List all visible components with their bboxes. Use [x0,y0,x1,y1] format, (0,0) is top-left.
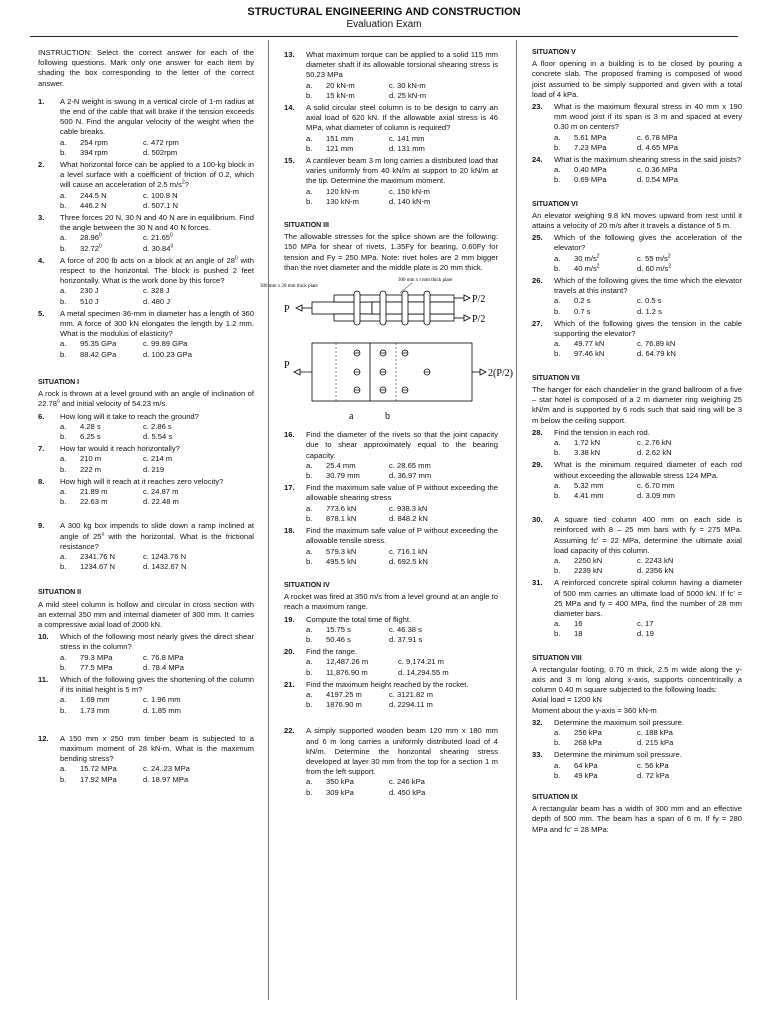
option-b[interactable]: 50.46 s [326,634,351,644]
option-d[interactable]: d. 3.09 mm [637,490,675,500]
option-d[interactable]: d. 72 kPa [637,770,670,780]
option-d[interactable]: d. 507.1 N [143,200,179,210]
plate-label-right: 300 mm x t mm thick plate [398,278,453,284]
question-30: 30. A square tied column 400 mm on each side is reinforced with 8 – 25 mm bars with fy = 275 MPa. Assuming fc' = 22 MPa, determine the ultimate axial load capacity of this column. a. 2250 kN c. 2243 kN b. 2239 kN d. 2356 kN [532,515,742,576]
situation-5: SITUATION V A floor opening in a building is to be closed by pouring a concrete slab. The proposed framing is composed of wood joist assumed to be simply supported and given with a total load of 4 kPa. [532,49,742,99]
option-d[interactable]: d. 37.91 s [389,634,423,644]
question-26: 26. Which of the following gives the time which the elevator travels at this instant? a. 0.2 s c. 0.5 s b. 0.7 s d. 1.2 s [532,276,742,316]
question-stem: How far would it reach horizontally? [60,444,180,454]
option-a[interactable]: 64 kPa [574,760,598,770]
option-a[interactable]: 1.72 kN [574,437,601,447]
question-stem: Determine the maximum soil pressure. [554,717,684,727]
option-b[interactable]: 6.25 s [80,431,101,441]
question-6: 6. How long will it take to reach the ground? a. 4.28 s c. 2.86 s b. 6.25 s d. 5.54 s [38,412,254,443]
question-stem: Which of the following gives the tension in the cable supporting the elevator? [554,318,742,339]
option-d[interactable]: d. 1.85 mm [143,705,181,715]
option-d[interactable]: d. 848.2 kN [389,513,428,523]
load-p-half-bottom: P/2 [472,314,486,326]
question-stem: Which of the following most nearly gives the direct shear stress in the column? [60,632,254,652]
question-32: 32. Determine the maximum soil pressure. a. 256 kPa c. 188 kPa b. 268 kPa d. 215 kPa [532,718,742,749]
option-a[interactable]: 350 kPa [326,777,354,787]
question-stem: A simply supported wooden beam 120 mm x 180 mm and 6 m long carries a uniformly distributed load of 4 kN/m. Determine the horizontal shearing stress developed at layer 30 mm from the top for a section 1 m from the left support. [306,726,498,777]
plate-label-left: 300 mm x 20 mm thick plate [260,284,318,290]
option-b[interactable]: 7.23 MPa [574,142,607,152]
option-d[interactable]: d. 480 J [143,296,171,306]
option-c[interactable]: c. 1.96 mm [143,695,181,705]
option-a[interactable]: 256 kPa [574,727,602,737]
question-stem: Determine the minimum soil pressure. [554,750,682,760]
option-a[interactable]: 49.77 kN [574,339,605,349]
option-c[interactable]: c. 2.86 s [143,421,172,431]
option-b[interactable]: 0.7 s [574,306,591,316]
option-c[interactable]: c. 938.3 kN [389,503,428,513]
option-c[interactable]: c. 150 kN-m [389,186,430,196]
question-stem: Find the maximum safe value of P without exceeding the allowable tensile stress. [306,526,498,546]
question-stem: Compute the total time of flight. [306,614,412,624]
option-c[interactable]: c. 28.65 mm [389,460,431,470]
option-d[interactable]: d. 0.54 MPa [637,175,678,185]
load-p-label: P [284,304,290,316]
question-3: 3. Three forces 20 N, 30 N and 40 N are in equilibrium. Find the angle between the 30 N and 40 N forces. a. 28.96$^0$ c. 21.65$^0$ b. 32.72$^0$ d. 30.84$^0$ [38,213,254,253]
option-a[interactable]: 15.72 MPa [80,764,117,774]
option-b[interactable]: 3.38 kN [574,448,601,458]
option-d[interactable]: d. 30.84$^0$ [143,243,174,253]
option-d[interactable]: d. 502rpm [143,147,178,157]
option-b[interactable]: 1234.67 N [80,562,116,572]
question-1: 1. A 2-N weight is swung in a vertical circle of 1-m radius at the end of the cable that will brake if the tension exceeds 500 N. Find the angular velocity of the weight when the cable breaks. a. 254 rpm c. 472 rpm b. 394 rpm d. 502rpm [38,96,254,157]
question-stem: Which of the following gives the acceleration of the elevator? [554,233,742,253]
situation-3: SITUATION III The allowable stresses for the splice shown are the following: 150 MPa for shear of rivets, 1.35Fy for bearing, 0.60Fy for tension and Fy = 250 MPa. Note: rivet holes are 2 mm bigger than the rivet diameter and the middle plate is 20 mm thick. [284,222,498,272]
exam-subtitle: Evaluation Exam [346,19,422,30]
option-c[interactable]: c. 55 $m/s^2$ [637,253,671,263]
situation-8: SITUATION VIII A rectangular footing, 0.70 m thick, 2.5 m wide along the y-axis and 3 m long along x-axis, supports concentrically a column 0.40 m square subjected to the following loads: Axial load = 1200 kN Moment about the y-axis = 360 kN-m [532,654,742,715]
option-c[interactable]: c. 6.70 mm [637,480,675,490]
question-4: 4. A force of 200 lb acts on a block at an angle of $28^0$ with respect to the horizontal. The block is pushed 2 feet horizontally. What is the work done by this force? a. 230 J c. 328 J b. 510 J d. 480 J [38,255,254,306]
situation-9: SITUATION IX A rectangular beam has a width of 300 mm and an effective depth of 500 mm. The beam has a span of 6 m. If fy = 280 MPa and fc' = 28 MPa: [532,794,742,834]
option-b[interactable]: 22.63 m [80,497,108,507]
section-a-label: a [349,411,354,423]
option-a[interactable]: 25.4 mm [326,460,356,470]
option-d[interactable]: d. 215 kPa [637,738,674,748]
option-d[interactable]: d. 1.2 s [637,306,662,316]
option-a[interactable]: 95.35 GPa [80,339,117,349]
option-c[interactable]: c. 2.76 kN [637,437,672,447]
option-a[interactable]: 1.69 mm [80,695,110,705]
exam-title: STRUCTURAL ENGINEERING AND CONSTRUCTION [247,6,521,18]
question-21: 21. Find the maximum height reached by the rocket. a. 4197.25 m c. 3121.82 m b. 1876.90 m d. 2294.11 m [284,680,498,711]
option-b[interactable]: 130 kN-m [326,196,359,206]
option-c[interactable]: c. 56 kPa [637,760,669,770]
question-31: 31. A reinforced concrete spiral column having a diameter of 500 mm carries an ultimate load of 5000 kN. If fc' = 25 MPa and fy = 400 MPa, find the number of 28 mm diameter bars. a. 16 c. 17 b. 18 d. 19 [532,578,742,639]
question-12: 12. A 150 mm x 250 mm timber beam is subjected to a maximum moment of 28 kN-m. What is the maximum bending stress? a. 15.72 MPa c. 24..23 MPa b. 17.92 MPa d. 18.97 MPa [38,733,254,784]
option-b[interactable]: 88.42 GPa [80,349,117,359]
section-b-label: b [385,411,390,423]
question-stem: What is the minimum required diameter of each rod without exceeding the allowable stress 124 MPa. [554,460,742,480]
question-28: 28. Find the tension in each rod. a. 1.72 kN c. 2.76 kN b. 3.38 kN d. 2.62 kN [532,428,742,459]
question-14: 14. A solid circular steel column is to be design to carry an axial load of 620 kN. If the allowable axial stress is 46 MPa, what diameter of column is required? a. 151 mm c. 141 mm b. 121 mm d. 131 mm [284,103,498,153]
option-a[interactable]: 0.2 s [574,296,591,306]
question-18: 18. Find the maximum safe value of P without exceeding the allowable tensile stress. a. 579.3 kN c. 716.1 kN b. 495.5 kN d. 692.5 kN [284,526,498,566]
option-b[interactable]: 878.1 kN [326,513,357,523]
column-divider [516,40,517,1000]
option-a[interactable]: 2341.76 N [80,551,116,561]
option-c[interactable]: c. 76.89 kN [637,339,676,349]
option-c[interactable]: c. 246 kPa [389,777,425,787]
option-a[interactable]: 4197.25 m [326,689,362,699]
option-a[interactable]: 230 J [80,286,99,296]
question-2: 2. What horizontal force can be applied to a 100-kg block in a level surface with a coefficient of friction of 0.2, which will cause an acceleration of 2.5 $m/s^2$? a. 244.5 N c. 100.8 N b. 446.2 N d. 507.1 N [38,160,254,210]
question-stem: A square tied column 400 mm on each side is reinforced with 8 – 25 mm bars with fy = 275 MPa. Assuming fc' = 22 MPa, determine the ultimate axial load capacity of this column. [554,515,742,555]
question-stem: A solid circular steel column is to be design to carry an axial load of 620 kN. If the allowable axial stress is 46 MPa, what diameter of column is required? [306,103,498,133]
question-13: 13. What maximum torque can be applied to a solid 115 mm diameter shaft if its allowable torsional shearing stress is 50.23 MPa a. 20 kN-m c. 30 kN-m b. 15 kN-m d. 25 kN-m [284,50,498,100]
situation-7: SITUATION VII The hanger for each chandelier in the grand ballroom of a five – star hotel is composed of a 2 m diameter ring weighing 25 kN/m and is supported by 6 rods such that said ring will be 3 m below the ceiling support. [532,374,742,425]
question-stem: A 2-N weight is swung in a vertical circle of 1-m radius at the end of the cable that will brake if the tension exceeds 500 N. Find the angular velocity of the weight when the cable breaks. [60,96,254,137]
option-c[interactable]: c. 46.38 s [389,624,422,634]
question-23: 23. What is the maximum flexural stress in 40 mm x 190 mm wood joist if its span is 3 m and spaced at every 0.30 m on centers? a. 5.61 MPa c. 6.78 MPa b. 7.23 MPa d. 4.65 MPa [532,102,742,152]
option-d[interactable]: d. 14,294.55 m [398,667,449,677]
question-8: 8. How high will it reach at it reaches zero velocity? a. 21.89 m c. 24.87 m b. 22.63 m d. 22.48 m [38,477,254,508]
option-d[interactable]: d. 219 [143,464,165,474]
column-divider [268,40,269,1000]
situation-4: SITUATION IV A rocket was fired at 350 m/s from a level ground at an angle to reach a maximum range. [284,581,498,612]
option-a[interactable]: 2250 kN [574,555,603,565]
option-a[interactable]: 151 mm [326,133,354,143]
question-5: 5. A metal specimen 36-mm in diameter has a length of 360 mm. A force of 300 kN elongates the length by 1.2 mm. What is the modulus of elasticity? a. 95.35 GPa c. 99.89 GPa b. 88.42 GPa d. 100.23 GPa [38,308,254,359]
option-c[interactable]: c. 716.1 kN [389,546,428,556]
option-b[interactable]: 446.2 N [80,200,107,210]
option-c[interactable]: c. 472 rpm [143,137,179,147]
question-15: 15. A cantilever beam 3 m long carries a distributed load that varies uniformly from 40 kN/m at support to 20 kN/m at the tip. Determine the maximum moment. a. 120 kN-m c. 150 kN-m b. 130 kN-m d. 140 kN-m [284,156,498,206]
option-d[interactable]: d. 64.79 kN [637,349,676,359]
question-16: 16. Find the diameter of the rivets so that the joint capacity due to shear approximately equal to the bearing capacity. a. 25.4 mm c. 28.65 mm b. 30.79 mm d. 36.97 mm [284,430,498,481]
option-c[interactable]: c. 24.87 m [143,486,179,496]
option-c[interactable]: c. 1243.76 N [143,551,187,561]
question-7: 7. How far would it reach horizontally? a. 210 m c. 214 m b. 222 m d. 219 [38,444,254,475]
option-d[interactable]: d. 2294.11 m [389,700,433,710]
option-a[interactable]: 21.89 m [80,486,108,496]
option-d[interactable]: d. 2356 kN [637,566,674,576]
question-19: 19. Compute the total time of flight. a. 15.75 s c. 46.38 s b. 50.46 s d. 37.91 s [284,615,498,646]
question-stem: Which of the following gives the shortening of the column if its initial height is 5 m? [60,674,254,695]
option-a[interactable]: 16 [574,619,583,629]
option-c[interactable]: c. 6.78 MPa [637,132,678,142]
question-stem: What is the maximum shearing stress in the said joists? [554,155,741,165]
question-stem: What horizontal force can be applied to a 100-kg block in a level surface with a coefficient of friction of 0.2, which will cause an acceleration of 2.5 $m/s^2$? [60,160,254,190]
question-stem: A metal specimen 36-mm in diameter has a length of 360 mm. A force of 300 kN elongates the length by 1.2 mm. What is the modulus of elasticity? [60,308,254,339]
option-b[interactable]: 222 m [80,464,102,474]
option-a[interactable]: 30 $m/s^2$ [574,253,600,263]
option-b[interactable]: 97.46 kN [574,349,605,359]
question-17: 17. Find the maximum safe value of P without exceeding the allowable shearing stress a. 773.6 kN c. 938.3 kN b. 878.1 kN d. 848.2 kN [284,483,498,523]
option-c[interactable]: c. 76.8 MPa [143,652,184,662]
option-b[interactable]: 17.92 MPa [80,774,117,784]
column-1 [38,48,254,785]
question-stem: A 150 mm x 250 mm timber beam is subjected to a maximum moment of 28 kN-m. What is the maximum bending stress? [60,733,254,764]
question-stem: A cantilever beam 3 m long carries a distributed load that varies uniformly from 40 kN/m at support to 20 kN/m at the tip. Determine the maximum moment. [306,156,498,186]
option-b[interactable]: 2239 kN [574,566,603,576]
question-10: 10. Which of the following most nearly gives the direct shear stress in the column? a. 79.3 MPa c. 76.8 MPa b. 77.5 MPa d. 78.4 MPa [38,632,254,672]
option-b[interactable]: 495.5 kN [326,556,357,566]
option-a[interactable]: 120 kN-m [326,186,359,196]
option-c[interactable]: c. 100.8 N [143,190,178,200]
question-stem: What maximum torque can be applied to a solid 115 mm diameter shaft if its allowable torsional shearing stress is 50.23 MPa [306,50,498,80]
question-stem: Find the tension in each rod. [554,427,650,437]
load-p-half-top: P/2 [472,294,486,306]
option-a[interactable]: 15.75 s [326,624,351,634]
option-a[interactable]: 28.96$^0$ [80,232,102,243]
question-33: 33. Determine the minimum soil pressure. a. 64 kPa c. 56 kPa b. 49 kPa d. 72 kPa [532,750,742,781]
question-9: 9. A 300 kg box impends to slide down a ramp inclined at angle of 25$^o$ with the horizontal. What is the frictional resistance? a. 2341.76 N c. 1243.76 N b. 1234.67 N d. 1432.67 N [38,521,254,572]
question-24: 24. What is the maximum shearing stress in the said joists? a. 0.40 MPa c. 0.36 MPa b. 0.69 MPa d. 0.54 MPa [532,155,741,185]
option-b[interactable]: 32.72$^0$ [80,243,102,253]
option-d[interactable]: d. 25 kN-m [389,90,427,100]
question-stem: What is the maximum flexural stress in 40 mm x 190 mm wood joist if its span is 3 m and spaced at every 0.30 m on centers? [554,102,742,132]
option-c[interactable]: c. 328 J [143,286,170,296]
option-c[interactable]: c. 0.36 MPa [637,165,678,175]
option-d[interactable]: d. 2.62 kN [637,448,672,458]
option-a[interactable]: 579.3 kN [326,546,357,556]
option-c[interactable]: c. 141 mm [389,133,425,143]
option-b[interactable]: 510 J [80,296,99,306]
question-stem: A 300 kg box impends to slide down a ramp inclined at angle of 25$^o$ with the horizontal. What is the frictional resistance? [60,521,254,551]
option-b[interactable]: 121 mm [326,143,354,153]
load-two-p-half: 2(P/2) [488,368,513,380]
option-a[interactable]: 5.32 mm [574,480,604,490]
option-d[interactable]: d. 1432.67 N [143,562,187,572]
question-stem: How long will it take to reach the ground? [60,411,199,421]
option-a[interactable]: 244.5 N [80,190,107,200]
question-stem: Three forces 20 N, 30 N and 40 N are in equilibrium. Find the angle between the 30 N and 40 N forces. [60,213,254,233]
option-d[interactable]: d. 5.54 s [143,431,173,441]
option-a[interactable]: 79.3 MPa [80,652,113,662]
option-c[interactable]: c. 21.65$^0$ [143,232,173,243]
option-b[interactable]: 0.69 MPa [574,175,607,185]
question-11: 11. Which of the following gives the shortening of the column if its initial height is 5 m? a. 1.69 mm c. 1.96 mm b. 1.73 mm d. 1.85 mm [38,674,254,715]
option-d[interactable]: d. 18.97 MPa [143,774,189,784]
option-d[interactable]: d. 60 $m/s^2$ [637,263,672,273]
option-d[interactable]: d. 4.65 MPa [637,142,678,152]
page-header [0,6,768,31]
option-c[interactable]: c. 30 kN-m [389,80,426,90]
option-d[interactable]: d. 131 mm [389,143,425,153]
option-c[interactable]: c. 2243 kN [637,555,674,565]
option-b[interactable]: 77.5 MPa [80,662,113,672]
option-a[interactable]: 254 rpm [80,137,108,147]
option-a[interactable]: 773.6 kN [326,503,357,513]
question-27: 27. Which of the following gives the tension in the cable supporting the elevator? a. 49.77 kN c. 76.89 kN b. 97.46 kN d. 64.79 kN [532,318,742,359]
option-b[interactable]: 394 rpm [80,147,108,157]
question-stem: Find the maximum safe value of P without exceeding the allowable shearing stress [306,483,498,503]
option-b[interactable]: 40 $m/s^2$ [574,263,600,273]
option-a[interactable]: 0.40 MPa [574,165,607,175]
option-d[interactable]: d. 140 kN-m [389,196,431,206]
situation-1: SITUATION I A rock is thrown at a level ground with an angle of inclination of 22.78$^o$ and initial velocity of 54.23 m/s. [38,378,254,409]
option-d[interactable]: d. 22.48 m [143,497,179,507]
question-stem: A reinforced concrete spiral column having a diameter of 500 mm carries an ultimate load of 5000 kN. If fc' = 25 MPa and fy = 400 MPa, find the number of 28 mm diameter bars. [554,578,742,618]
option-d[interactable]: d. 100.23 GPa [143,349,192,359]
question-29: 29. What is the minimum required diameter of each rod without exceeding the allowable stress 124 MPa. a. 5.32 mm c. 6.70 mm b. 4.41 mm d. 3.09 mm [532,460,742,500]
question-22: 22. A simply supported wooden beam 120 mm x 180 mm and 6 m long carries a uniformly distributed load of 4 kN/m. Determine the horizontal shearing stress developed at layer 30 mm from the top for a section 1 m from the left support. a. 350 kPa c. 246 kPa b. 309 kPa d. 450 kPa [284,726,498,797]
option-b[interactable]: 30.79 mm [326,471,360,481]
option-c[interactable]: c. 24..23 MPa [143,764,190,774]
option-d[interactable]: d. 19 [637,629,654,639]
question-25: 25. Which of the following gives the acceleration of the elevator? a. 30 $m/s^2$ c. 55 $m/s^2$ b. 40 $m/s^2$ d. 60 $m/s^2$ [532,233,742,273]
splice-figure [260,277,513,428]
option-c[interactable]: c. 9,174.21 m [398,657,445,667]
question-stem: A force of 200 lb acts on a block at an angle of $28^0$ with respect to the horizontal. The block is pushed 2 feet horizontally. What is the work done by this force? [60,255,254,286]
option-c[interactable]: c. 99.89 GPa [143,339,188,349]
instruction: INSTRUCTION: Select the correct answer for each of the following questions. Mark only one answer for each item by shading the box corresponding to the letter of the correct answer. [38,48,254,88]
option-b[interactable]: 4.41 mm [574,490,604,500]
option-a[interactable]: 5.61 MPa [574,132,607,142]
option-b[interactable]: 1.73 mm [80,705,110,715]
option-b[interactable]: 15 kN-m [326,90,355,100]
option-c[interactable]: c. 17 [637,619,654,629]
load-p-plan: P [284,360,290,372]
option-b[interactable]: 268 kPa [574,738,602,748]
question-stem: Find the range. [306,647,358,657]
question-stem: How high will it reach at it reaches zero velocity? [60,476,224,486]
option-d[interactable]: d. 692.5 kN [389,556,428,566]
option-c[interactable]: c. 188 kPa [637,727,673,737]
option-b[interactable]: 49 kPa [574,770,598,780]
header-rule [30,36,738,37]
column-3 [532,48,742,835]
option-b[interactable]: 1876.90 m [326,700,362,710]
option-a[interactable]: 4.28 s [80,421,101,431]
option-d[interactable]: d. 78.4 MPa [143,662,184,672]
situation-6: SITUATION VI An elevator weighing 9.8 kN moves upward from rest until it attains a velocity of 20 m/s after it travels a distance of 5 m. [532,200,742,231]
option-a[interactable]: 20 kN-m [326,80,355,90]
option-c[interactable]: c. 0.5 s [637,296,662,306]
question-stem: Find the maximum height reached by the rocket. [306,679,469,689]
option-c[interactable]: c. 3121.82 m [389,689,433,699]
situation-2: SITUATION II A mild steel column is hollow and circular in cross section with an external 350 mm and internal diameter of 300 mm. It carries a compressive axial load of 2000 kN. [38,589,254,629]
option-a[interactable]: 210 m [80,454,102,464]
option-c[interactable]: c. 214 m [143,454,173,464]
option-d[interactable]: d. 450 kPa [389,787,426,797]
question-20: 20. Find the range. a. 12,487.26 m c. 9,174.21 m b. 11,876.90 m d. 14,294.55 m [284,647,498,678]
option-a[interactable]: 12,487.26 m [326,657,369,667]
option-b[interactable]: 11,876.90 m [326,667,368,677]
question-stem: Which of the following gives the time which the elevator travels at this instant? [554,276,742,296]
question-stem: Find the diameter of the rivets so that the joint capacity due to shear approximately equal to the bearing capacity. [306,430,498,460]
option-b[interactable]: 18 [574,629,583,639]
option-b[interactable]: 309 kPa [326,787,354,797]
column-2 [260,48,513,798]
option-d[interactable]: d. 36.97 mm [389,471,432,481]
